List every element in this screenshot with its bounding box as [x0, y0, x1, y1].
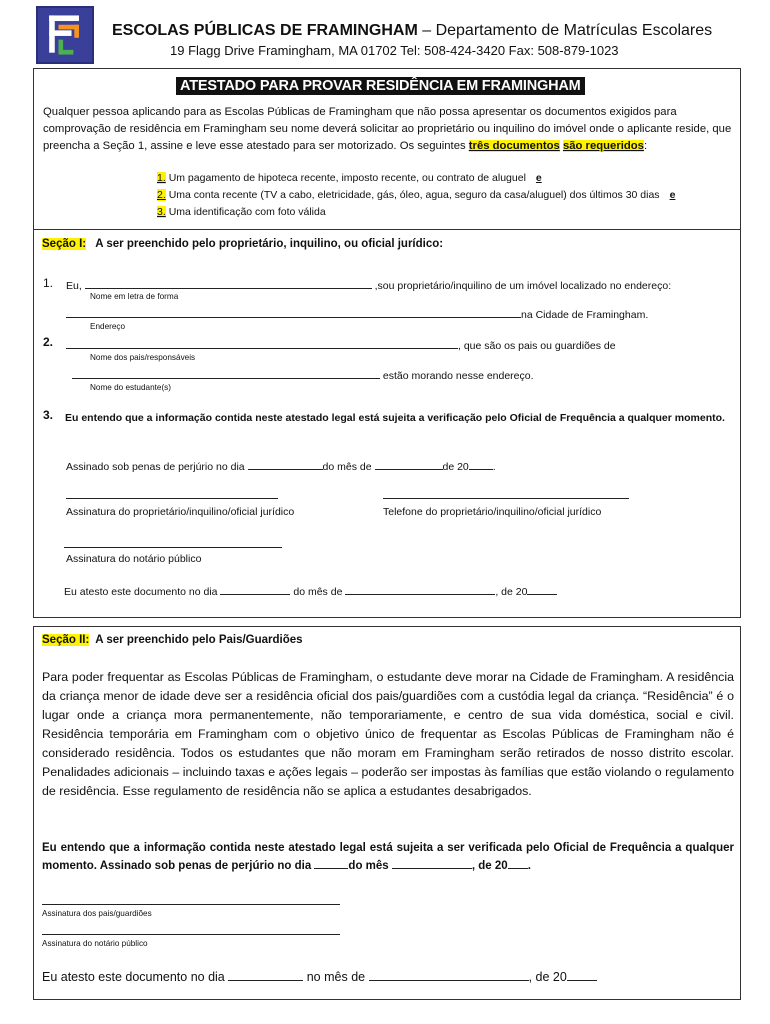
- address-field[interactable]: [66, 306, 521, 318]
- s2-attest-year-field[interactable]: [567, 969, 597, 981]
- s2-sig-notary-caption: Assinatura do notário público: [42, 939, 148, 948]
- attest-line: Eu atesto este documento no dia do mês de , de 20: [64, 583, 557, 598]
- header-address: 19 Flagg Drive Framingham, MA 01702 Tel: 508-424-3420 Fax: 508-879-1023: [170, 43, 619, 58]
- item3-number: 3.: [43, 408, 54, 422]
- document-title: ATESTADO PARA PROVAR RESIDÊNCIA EM FRAMINGHAM: [176, 77, 585, 95]
- signed-date-line: Assinado sob penas de perjúrio no dia do mês de de 20 .: [66, 458, 496, 473]
- s2-signed-year-field[interactable]: [508, 857, 528, 869]
- student-name-field[interactable]: [72, 367, 380, 379]
- fps-logo-icon: [38, 8, 92, 62]
- parents-caption: Nome dos pais/responsáveis: [90, 353, 196, 362]
- attest-year-field[interactable]: [527, 583, 557, 595]
- list-item: 2. Uma conta recente (TV a cabo, eletricidade, gás, óleo, agua, seguro da casa/aluguel) dos últimos 30 dias e: [157, 189, 676, 201]
- name-caption: Nome em letra de forma: [90, 292, 179, 301]
- intro-highlight-2: são requeridos: [562, 140, 644, 152]
- section2-title: Seção II: A ser preenchido pelo Pais/Guardiões: [42, 634, 303, 646]
- section-divider: [34, 229, 740, 230]
- intro-highlight: três documentos: [468, 140, 560, 152]
- s2-attest-day-field[interactable]: [228, 969, 303, 981]
- sig-owner-caption: Assinatura do proprietário/inquilino/oficial jurídico: [66, 506, 295, 518]
- s2-signed-day-field[interactable]: [314, 857, 348, 869]
- item3-text: Eu entendo que a informação contida neste atestado legal está sujeita a verificação pelo Oficial de Frequência a qualquer momento.: [65, 412, 725, 424]
- residence-policy-paragraph: Para poder frequentar as Escolas Públicas de Framingham, o estudante deve morar na Cidade de Framingham. A residência da criança menor de idade deve ser a residência oficial dos pais/guardiões com a custódia legal da criança. “Residência” é o lugar onde a criança mora permanentemente, não temporariamente, e centro de sua vida doméstica, social e civil. Residência temporária em Framingham com o objetivo único de frequentar as Escolas Públicas de Framingham não é considerado residência. Todos os estudantes que não moram em Framingham serão retirados de nosso distrito escolar. Penalidades adicionais – incluindo taxas e ações legais – poderão ser impostas às famílias que estão violando o regulamento de residência. Esse regulamento de residência não se aplica a estudantes desabrigados.: [42, 670, 734, 798]
- s2-signed-month-field[interactable]: [392, 857, 472, 869]
- attest-day-field[interactable]: [220, 583, 290, 595]
- school-logo: [36, 6, 94, 64]
- phone-field[interactable]: [383, 498, 629, 499]
- intro-paragraph: Qualquer pessoa aplicando para as Escolas Públicas de Framingham que não possa apresentar os documentos exigidos para comprovação de residência em Framingham seu nome deverá solicitar ao proprietário ou inquilino do imóvel onde o aplicante reside, que preencha a Seção 1, assine e leve esse atestado para ser motorizado. Os seguintes três documentos são requeridos:: [43, 106, 732, 152]
- signed-month-field[interactable]: [375, 458, 443, 470]
- s2-notary-signature-field[interactable]: [42, 934, 340, 935]
- address-line: na Cidade de Framingham.: [66, 306, 648, 321]
- sig-notary-caption: Assinatura do notário público: [66, 553, 202, 565]
- item1-number: 1.: [43, 276, 54, 290]
- parents-name-field[interactable]: [66, 337, 458, 349]
- section2-statement: Eu entendo que a informação contida neste atestado legal está sujeita a ser verificada pelo Oficial de Frequência a qualquer momento. Assinado sob penas de perjúrio no dia do mês , de 20 .: [42, 842, 734, 872]
- address-caption: Endereço: [90, 322, 126, 331]
- student-caption: Nome do estudante(s): [90, 383, 172, 392]
- attest-month-field[interactable]: [345, 583, 495, 595]
- parents-signature-field[interactable]: [42, 904, 340, 905]
- student-line: estão morando nesse endereço.: [72, 367, 534, 382]
- s2-attest-month-field[interactable]: [369, 969, 529, 981]
- section1-title: Seção I: A ser preenchido pelo proprietário, inquilino, ou oficial jurídico:: [42, 238, 444, 250]
- notary-signature-field[interactable]: [64, 547, 282, 548]
- signed-year-field[interactable]: [469, 458, 493, 470]
- owner-name-field[interactable]: [85, 277, 372, 289]
- header-title: [112, 22, 712, 40]
- header-dept: – Departamento de Matrículas Escolares: [417, 22, 713, 39]
- signed-day-field[interactable]: [248, 458, 323, 470]
- header-org: ESCOLAS PÚBLICAS DE FRAMINGHAM: [112, 22, 418, 39]
- required-docs-list: [157, 170, 675, 221]
- sig-parents-caption: Assinatura dos pais/guardiões: [42, 909, 152, 918]
- s2-attest-line: Eu atesto este documento no dia no mês de , de 20: [42, 969, 597, 984]
- item2-line: , que são os pais ou guardiões de: [66, 337, 616, 352]
- item2-number: 2.: [43, 335, 54, 349]
- owner-signature-field[interactable]: [66, 498, 278, 499]
- list-item: 1. Um pagamento de hipoteca recente, imposto recente, ou contrato de aluguel e: [157, 172, 542, 184]
- list-item: 3. Uma identificação com foto válida: [157, 206, 326, 218]
- sig-phone-caption: Telefone do proprietário/inquilino/oficial jurídico: [383, 506, 602, 518]
- item1-line: Eu, ,sou proprietário/inquilino de um imóvel localizado no endereço:: [66, 277, 671, 292]
